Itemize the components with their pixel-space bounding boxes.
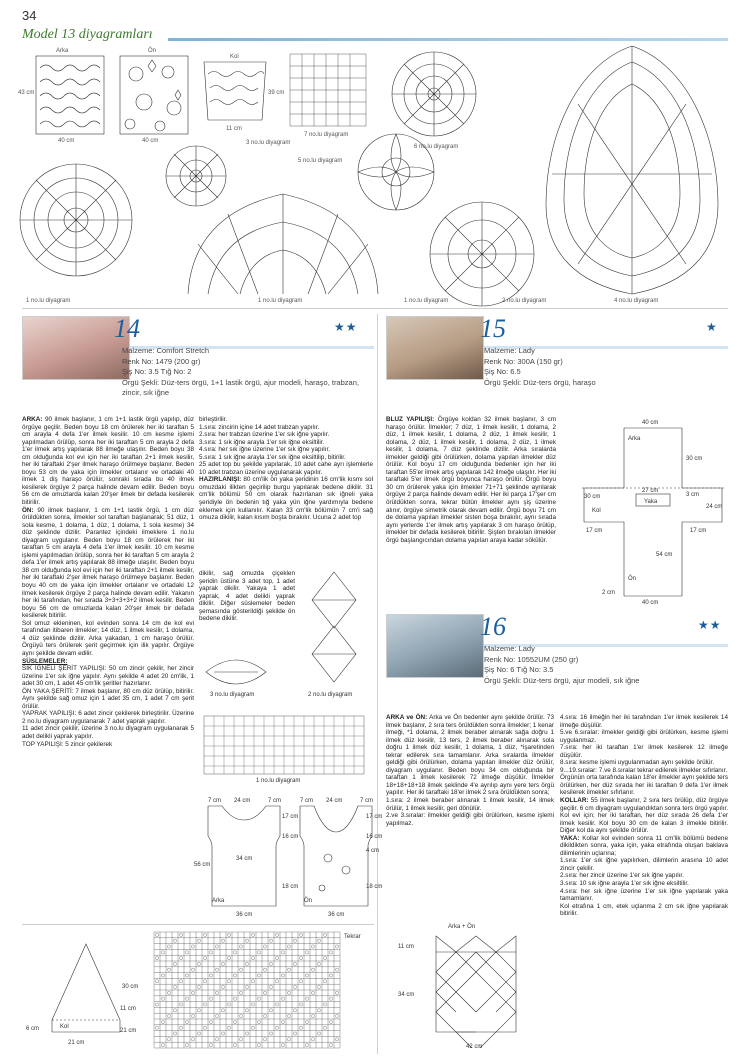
model16-text-col1: ARKA ve ÖN: Arka ve Ön bedenler aynı şekilde örülür. 73 ilmek başlanır, 2 sıra ters örüldükten sonra ilmekler; 1 kenar ilmeği, *1 dolama, 2 ilmek beraber alınarak sağa doğru 1 ilmek düz kesilir, 13 ters, 2 ilmek beraber alınarak sola doğru 1 ilmek düz kesilir, 1 dolama, 1 düz, *işaretinden tekrar edilerek sıra tamamlanır. Arka sıralarda ilmekler geldiği gibi örülürken, dolama yapılan ilmekler düz örülür, diyagram uygulanır. Beden boyu 34 cm olduğunda bir taraftan 1 ilmek kesilerek 72 ilmeğe düşülür. İlmekler 18+18+18+18 ilmek şeklinde 4'e ayrılıp aynı yere ters örgü yapılır. Her iki taraftaki 18'er ilmek 2 sıra örüldükten sonra; 1.sıra: 2 ilmek beraber alınarak 1 ilmek kesilir, 14 ilmek örülür, 1 ilmek kesilir, geri dönülür. 2.ve 3.sıralar: ilmekler geldiği gibi örülürken, kesme işlemi yapılmaz. [386,714,554,827]
model16-needle: Şiş No: 6 Tığ No: 3.5 [484,665,554,675]
bluz-heading: BLUZ YAPILIŞI: [386,416,435,423]
arka-on-heading: ARKA ve ÖN: [386,714,428,721]
model15-schema [562,416,728,606]
s15-w40a: 40 cm [642,420,659,426]
schema14-on: Ön [304,898,313,904]
svg-text:3 cm: 3 cm [686,492,700,498]
lbl-on-width: 40 cm [142,138,159,144]
model16-stars: ★★ [698,618,722,632]
s15-w40b: 40 cm [642,600,659,606]
model16-color: Renk No: 10552UM (250 gr) [484,654,579,664]
model16-pattern: Örgü Şekli: Düz-ters örgü, ajur modeli, sık iğne [484,675,640,685]
on-panel [120,56,188,134]
model16-number: 16 [480,612,506,641]
schema14-d3: 3 no.lu diyagram [210,692,255,698]
svg-text:17 cm: 17 cm [282,814,299,820]
model16-body-schema [390,916,560,1054]
svg-text:42 cm: 42 cm [466,1044,483,1050]
arka-panel [36,56,104,134]
kol-panel [204,62,266,120]
lbl-kol-width: 11 cm [226,126,242,132]
schema14-d1: 1 no.lu diyagram [256,778,301,784]
svg-text:2 cm: 2 cm [602,590,616,596]
svg-text:34 cm: 34 cm [398,992,415,998]
lbl-d1b: 1 no.lu diyagram [258,298,303,304]
schema14-d2: 2 no.lu diyagram [308,692,353,698]
svg-text:16 cm: 16 cm [366,834,383,840]
lbl-arka: Arka [56,48,69,54]
lbl-d4: 4 no.lu diyagram [614,298,659,304]
model14-text-col2: birleştirilir. 1.sıra: zincirin içine 14 adet trabzan yapılır. 2.sıra: her trabzan üzerine 1'er sık iğne yapılır. 3.sıra: 1 sık iğne arayla 1'er sık iğne eksiltilir. 4.sıra: her sık iğne üzerine 1'er sık iğne yapılır. 5.sıra: 1 sık iğne arayla 1'er sık iğne eksiltilip, bitirilir. 25 adet top bu şekilde yapılarak, 10 adet cahe ayrı işlemlerle 10 adet trabzan üzerine uygulanarak yapılır. HAZIRLANIŞI: 80 cm'lik ön yaka şeridinin 16 cm'lik kısmı sol omuzdaki ilikten geçirilip burgu yapılarak bedene dikilir. 31 cm'lik bölümü 50 cm olarak hazırlanan sık iğneli yaka şeridiyle ön bedenin tığ yaka yün iğne yardımıyla bedene eklemek için kullanılır. Kalan 33 cm'lik bölümün 7 cm'i sağ omuza dikilir, kalan kısım boşta bırakılır. Ucuna 2 adet top [199,416,373,522]
model14-meta [122,346,372,399]
s15-arka: Arka [628,436,641,442]
svg-text:18 cm: 18 cm [366,884,383,890]
on-heading: ÖN: [22,506,34,514]
svg-text:30 cm: 30 cm [686,456,703,462]
svg-text:7 cm: 7 cm [208,798,222,804]
model14-needle: Şiş No: 3.5 Tığ No: 2 [122,367,192,377]
lbl-arka-height: 43 cm [18,90,35,96]
model16-photo [386,614,484,678]
model15-stars: ★ [706,320,718,334]
svg-text:56 cm: 56 cm [194,862,211,868]
lbl-d5: 5 no.lu diyagram [298,158,343,164]
suslemeler-heading: SÜSLEMELER: [22,657,68,665]
s16-arka-on: Arka + Ön [448,924,476,930]
model16-material: Malzeme: Lady [484,644,535,653]
lbl-d3: 3 no.lu diyagram [246,140,291,146]
model14-text-col1: ARKA: 90 ilmek başlanır, 1 cm 1+1 lastik örgü yapılıp, düz örgüye geçilir. Beden boyu 18 cm örülerek her iki taraftan 5 cm arayla 4 defa 1'er ilmek kesilir. 10 cm kesme işlemi yapılmadan örülüp, sonra her iki taraftan 5 cm arayla 2 defa 1'er ilmek artış yapılarak 88 ilmeğe ulaşılır. Beden boyu 38 cm olduğunda kol evi için her iki taraftan 2+1 ilmek kesilir, her iki taraftaki 2'şer ilmek haraşo örülmeye başlanır. Beden boyu 53 cm de yaka için ilmekler ortalanır ve ortadaki 40 ilmek 1 diş haraşo örülür, sonraki sırada bu 40 ilmek kesilerek örgüye 2 parça halinde devam edilir. Beden boyu 56 cm de omuzlarda kalan 20'şer ilmek bir defada kesilerek bitirilir. ÖN: 90 ilmek başlanır, 1 cm 1+1 lastik örgü, 1 cm düz örüldükten sonra, ilmekler sol taraftan başlanarak; 51 düz, 1 sola kesme, 1 dolamа, 1 düz, 1 dolama, 1 sola kesme) 34 düz şeklinde dizilir. Parantez içindeki ilmeklere 1 no.lu diyagram uygulanır. Beden boyu 18 cm örülerek her iki taraftan 5 cm arayla 4 defa 1'er ilmek kesilir. 10 cm kesme işlemi yapılmadan örülüp, sonra her iki taraftan 5 cm arayla 2 defa 1'er ilmek artış yapılarak 88 ilmeğe ulaşılır. Beden boyu 38 cm olduğunda kol evi için her iki taraftan 2+1 ilmek kesilir, her iki taraftaki 2'şer ilmek haraşo örülmeye başlanır. Beden boyu 40 cm de yaka için ilmekler ortalanır ve ortadaki 12 ilmek kesilerek örgüye 2 parça halinde devam edilir. Yakanın her iki tarafından, her sırada 3+3+3+3+2 ilmek kesilir. Beden boyu 56 cm de omuzlarda kalan 20'şer ilmek bir defada kesilerek bitirilir. Sol omuz ekleninen, kol evinden sonra 14 cm de kol evi tarafından itibaren ilmekler; 14 düz, 1 ilmek kesilir, 1 dolama, 4 düz şeklinde dizilir. Arka yakadan, 1 cm haraşo örülür. Örgüyü ters örülerek şerit geçirmek için ilik yapılır. Örgüye aynı şekilde devam edilir. SÜSLEMELER: SIK İĞNELİ ŞERİT YAPILIŞI: 50 cm zincir çekilir, her zincir üzerine 1'er sık iğne yapılır. Aynı şekilde 4 adet 20 cm'lik, 1 adet 30 cm, 1 adet 45 cm'lik şeritler hazırlanır. ÖN YAKA ŞERİTİ: 7 ilmek başlanır, 80 cm düz örülüp, bitirilir. Aynı şekilde sağ omuz için 1 adet 35 cm, 1 adet 7 cm şerit örülür. YAPRAK YAPILIŞI: 6 adet zincir çekilerek birleştirilir. Üzerine 2 no.lu diyagram uygulanarak 7 adet yaprak yapılır. 11 adet zincir çekilir, üzerine 3 no.lu diyagram uygulanarak 5 adet delikli yaprak yapılır. TOP YAPILIŞI: 5 zincir çekilerek [22,416,194,748]
svg-text:17 cm: 17 cm [366,814,383,820]
lbl-d7: 7 no.lu diyagram [304,132,349,138]
svg-text:30 cm: 30 cm [122,984,139,990]
lbl-on: Ön [148,48,157,54]
svg-text:17 cm: 17 cm [586,528,603,534]
hazirlanis-heading: HAZIRLANIŞI: [199,476,242,484]
section-title: Model 13 diyagramları [22,27,153,42]
model14-color: Renk No: 1479 (200 gr) [122,356,201,366]
lbl-d1c: 1 no.lu diyagram [404,298,449,304]
model15-meta [484,346,724,388]
model14-stars: ★★ [334,320,358,334]
svg-text:7 cm: 7 cm [360,798,374,804]
model14-text-col2b: dikilir, sağ omuzda çiçeklen şeridin üstüne 3 adet top, 1 adet yaprak dikilir. Yakaya 1 adet yaprak, 4 adet delikli yaprak dikilir. Diğer süslemeler beden şemasında gösterildiği şekilde ön bedene dikilir. [199,570,295,623]
svg-text:24 cm: 24 cm [706,504,723,510]
s15-yaka: Yaka [644,499,658,505]
lbl-kol: Kol [230,54,239,60]
model16-stitch-chart [150,928,376,1054]
lbl-d2: 2 no.lu diyagram [502,298,547,304]
s15-on: Ön [628,576,637,582]
model14-schemas [194,570,383,920]
model14-pattern: Örgü Şekli: Düz-ters örgü, 1+1 lastik örgü, ajur modeli, haraşo, trabzan, zincir, sık iğne [122,377,359,398]
yaka-heading: YAKA: [560,834,580,842]
svg-text:36 cm: 36 cm [328,912,345,918]
model16-kol-schema [22,928,152,1054]
model15-color: Renk No: 300A (150 gr) [484,356,563,366]
svg-text:18 cm: 18 cm [282,884,299,890]
schema14-arka: Arka [212,898,225,904]
lbl-arka-width: 40 cm [58,138,75,144]
model15-text: BLUZ YAPILIŞI: Örgüye koldan 32 ilmek başlanır, 3 cm haraşo örülür. İlmekler; 7 düz, 1 ilmek kesilir, 1 dolama, 2 düz, 1 ilmek kesilir, 1 dolama, 2 düz, 1 ilmek kesilir, 1 dolama, 2 düz, 1 ilmek kesilir, 1 dolama, 2 düz, 1 ilmek kesilir, 1 dolama, 7 düz şeklinde dizilir. Arka sıralarda ilmekler geldiği gibi örülürken, dolama yapılan ilmekler düz örülür. Kol boyu 17 cm olduğunda bedenler için her iki taraftan 55'er ilmek artış yapılarak 142 ilmeğe ulaşılır. Her iki taraftaki 5'er ilmek örgü boyunca haraşo örülür. Örgü boyu 30 cm örülerek yaka için ilmekler 71+71 şeklinde ayrılarak örgüye 2 parça halinde devam edilir. Her iki parça 17'şer cm örüldükten sonra, tekrar bütün ilmekler aynı şiş üzerine alınır, örgüye simetrik olarak devam edilir. Örgü boyu 71 cm de dolama yapılan ilmekler sisten boşa bırakılır, aynı sırada aynı yerlerde 1'er ilmek artış yapılarak 3 cm haraşo örülüp, ilmekler bir defada kesilerek bitirilir. Şişten bırakılan ilmekler örgü başlangıcından dolama yapılan araya kadar sökülür. [386,416,556,544]
s16-kol: Kol [60,1024,69,1030]
svg-text:30 cm: 30 cm [584,494,601,500]
model14-number: 14 [114,314,140,343]
title-rule [168,38,728,41]
svg-text:7 cm: 7 cm [268,798,282,804]
lbl-d6: 6 no.lu diyagram [414,144,459,150]
page-number: 34 [22,8,37,23]
svg-text:24 cm: 24 cm [326,798,343,804]
model15-photo [386,316,484,380]
lbl-d1a: 1 no.lu diyagram [26,298,71,304]
svg-text:36 cm: 36 cm [236,912,253,918]
svg-text:34 cm: 34 cm [236,856,253,862]
model14-material: Malzeme: Comfort Stretch [122,346,210,355]
model15-material: Malzeme: Lady [484,346,535,355]
svg-text:21 cm: 21 cm [68,1040,85,1046]
svg-text:16 cm: 16 cm [282,834,299,840]
s15-kol: Kol [592,508,601,514]
arka-heading: ARKA: [22,416,43,423]
svg-text:4 cm: 4 cm [366,848,380,854]
svg-text:17 cm: 17 cm [690,528,707,534]
svg-text:21 cm: 21 cm [120,1028,137,1034]
svg-text:7 cm: 7 cm [300,798,314,804]
kollar-heading: KOLLAR: [560,797,589,805]
model15-number: 15 [480,314,506,343]
svg-text:27 cm: 27 cm [642,488,659,494]
svg-text:11 cm: 11 cm [398,944,414,950]
model16-text-col2: 4.sıra: 16 ilmeğin her iki tarafından 1'er ilmek kesilerek 14 ilmeğe düşülür. 5.ve 6.sıralar: ilmekler geldiği gibi örülürken, kesme işlemi uygulanmaz. 7.sıra: her iki taraftan 1'er ilmek kesilerek 12 ilmeğe düşülür. 8.sıra: kesme işlemi uygulanmadan aynı şekilde örülür. 9...19.sıralar: 7.ve 8.sıralar tekrar edilerek ilmekler sıfırlanır. Örgünün orta tarafında kalan 18'er ilmekler aynı şekilde ters örülürken, her düz sırada her iki taraftan 9 defa 1'er ilmek kesilerek ilmekler sıfırlanır. KOLLAR: 55 ilmek başlanır, 2 sıra ters örülüp, düz örgüye geçilir. 6 cm diyagram uygulandıktan sonra ters örgü yapılır. Kol evi için; her iki taraftan, her düz sırada 26 defa 1'er ilmek kesilir. Kol boyu 30 cm de kalan 3 ilmekle bitirilir. Diğer kol da aynı şekilde örülür. YAKA: Kollar kol evinden sonra 11 cm'lik bölümü bedene dikildikten sonra, yaka için, yaka etrafında oluşan baklava dilimlerinin uçlarına; 1.sıra: 1'er sık iğne yapılırken, dilimlerin arasına 10 adet zincir çekilir. 2.sıra: her zincir üzerine 1'er sık iğne yapılır. 3.sıra: 10 sık iğne arayla 1'er sık iğne eksiltilir. 4.sıra: her sık iğne üzerine 1'er sık iğne yapılarak yaka tamamlanır. Kol etrafına 1 cm, etek uçlanma 2 cm sık iğne yapılarak bitirilir. [560,714,728,918]
svg-text:6 cm: 6 cm [26,1026,40,1032]
svg-text:11 cm: 11 cm [120,1006,136,1012]
svg-text:54 cm: 54 cm [656,552,673,558]
model13-diagrams [18,44,732,306]
model16-meta [484,644,724,686]
model15-needle: Şiş No: 6.5 [484,367,521,377]
model15-pattern: Örgü Şekli: Düz-ters örgü, haraşo [484,377,596,387]
svg-text:24 cm: 24 cm [234,798,251,804]
lbl-kol-height: 39 cm [268,90,285,96]
tekrar-label: Tekrar [344,934,361,940]
